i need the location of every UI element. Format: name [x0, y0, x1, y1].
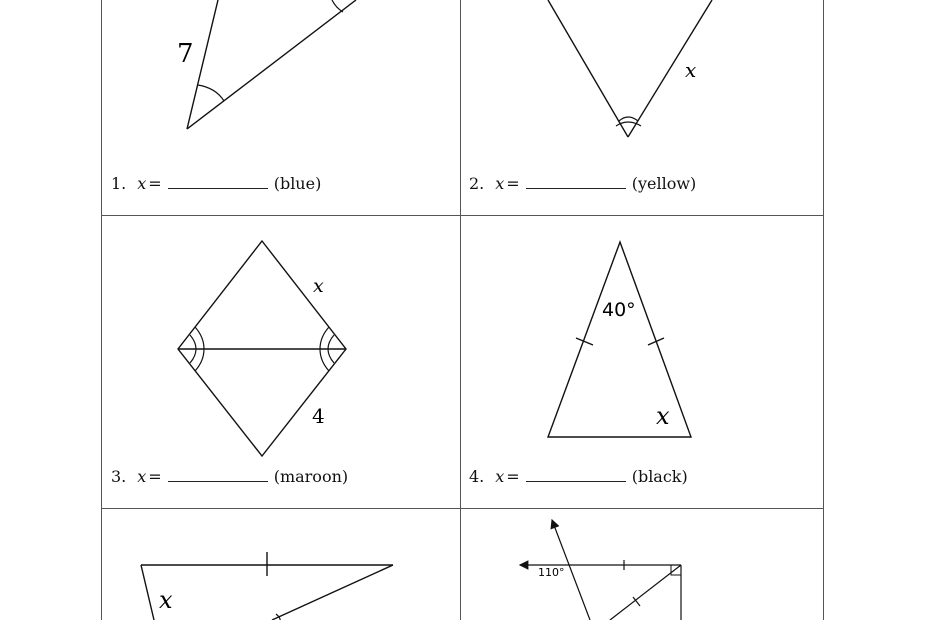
problem-4-angle-label: 40°: [602, 299, 636, 321]
problem-4-answer: [469, 467, 688, 486]
problem-3-cell: [0, 215, 460, 508]
problem-1-equals: =: [148, 174, 162, 193]
problem-4-number: 4.: [469, 467, 485, 486]
problem-5-figure: [0, 508, 460, 620]
grid-line-right: [823, 0, 824, 620]
problem-1-number: 1.: [111, 174, 127, 193]
problem-1-answer: [111, 174, 321, 193]
problem-3-number: 3.: [111, 467, 127, 486]
problem-4-equals: =: [506, 467, 520, 486]
problem-6-angle-label: 110°: [538, 566, 565, 579]
problem-6-cell: [460, 508, 823, 620]
problem-5-cell: [0, 508, 460, 620]
problem-4-variable: x: [495, 467, 505, 486]
problem-3-figure: [0, 215, 460, 508]
problem-2-side-label: x: [685, 58, 697, 82]
problem-1-variable: x: [137, 174, 147, 193]
problem-3-bottom-label: 4: [312, 404, 325, 428]
problem-2-equals: =: [506, 174, 520, 193]
problem-4-cell: [460, 215, 823, 508]
problem-1-answer-blank[interactable]: [168, 187, 268, 189]
problem-1-side-label: 7: [177, 39, 194, 69]
problem-4-base-angle-label: x: [656, 402, 670, 430]
problem-6-figure: [460, 508, 823, 620]
problem-3-answer-blank[interactable]: [168, 480, 268, 482]
problem-1-color: (blue): [273, 174, 322, 193]
problem-3-equals: =: [148, 467, 162, 486]
problem-3-top-label: x: [313, 275, 324, 297]
problem-3-answer: [111, 467, 348, 486]
problem-3-variable: x: [137, 467, 147, 486]
problem-4-answer-blank[interactable]: [526, 480, 626, 482]
problem-5-angle-label: x: [159, 586, 173, 614]
problem-2-cell: [460, 0, 823, 215]
problem-2-answer-blank[interactable]: [526, 187, 626, 189]
problem-4-figure: [460, 215, 823, 508]
problem-3-color: (maroon): [273, 467, 349, 486]
problem-2-variable: x: [495, 174, 505, 193]
problem-2-answer: [469, 174, 696, 193]
problem-1-cell: [0, 0, 460, 215]
problem-4-color: (black): [631, 467, 688, 486]
problem-2-color: (yellow): [631, 174, 697, 193]
problem-2-number: 2.: [469, 174, 485, 193]
